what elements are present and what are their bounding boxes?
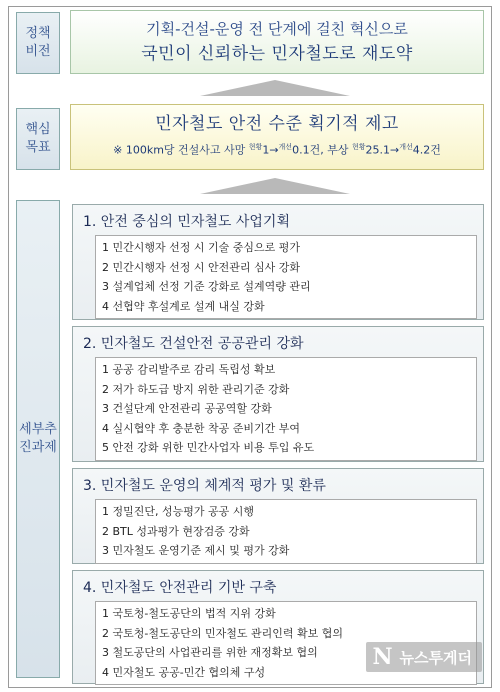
task-group-1 [72,204,484,320]
goal-box [70,104,484,170]
task-title: 4. 민자철도 안전관리 기반 구축 [83,580,277,596]
watermark [366,642,482,672]
task-item: 3 철도공단의 사업관리를 위한 재정확보 협의 [102,646,318,659]
goal-label [16,108,60,170]
goal-sub-text: 0.1건, 부상 [292,143,352,157]
goal-sup: 개선 [278,143,293,151]
goal-sup: 현황 [248,143,263,151]
task-item: 2 저가 하도급 방지 위한 관리기준 강화 [102,382,290,396]
vision-label-line: 정책 [25,26,51,41]
vision-line-2: 국민이 신뢰하는 민자철도로 재도약 [141,44,413,64]
task-item: 3 건설단계 안전관리 공공역할 강화 [102,402,272,415]
task-item: 3 민자철도 운영기준 제시 및 평가 강화 [102,544,290,557]
task-item: 4 선협약 후설계로 설계 내실 강화 [102,299,265,313]
task-item: 1 정밀진단, 성능평가 공공 시행 [102,505,254,518]
task-item: 4 민자철도 공공-민간 협의체 구성 [102,665,266,679]
task-item: 2 국토청-철도공단의 민자철도 관리인력 확보 협의 [102,626,343,640]
task-list [95,235,477,319]
goal-sub-text: 1→ [262,143,279,157]
task-item: 5 안전 강화 위한 민간사업자 비용 투입 유도 [102,441,315,454]
vision-highlight: 기획-건설-운영 전 단계 [146,20,297,38]
vision-line-1 [71,17,483,41]
task-item: 1 민간시행자 선정 시 기술 중심으로 평가 [102,241,300,254]
task-title: 3. 민자철도 운영의 체계적 평가 및 환류 [83,478,326,494]
task-item: 1 국토청-철도공단의 법적 지위 강화 [102,607,276,620]
task-item: 3 설계업체 선정 기준 강화로 설계역량 관리 [102,280,311,293]
task-group-2 [72,326,484,462]
task-item: 2 민간시행자 선정 시 안전관리 심사 강화 [102,260,300,274]
vision-label [16,12,60,74]
task-item: 1 공공 감리발주로 감리 독립성 확보 [102,363,276,376]
goal-label-line: 핵심 [25,122,51,137]
watermark-text: 뉴스투게더 [399,648,472,667]
goal-sub-text: 25.1→ [365,143,400,157]
n-logo-icon: N [372,644,393,670]
task-group-3 [72,468,484,564]
tasks-label-line: 세부추 [19,422,57,437]
down-arrow-icon [200,178,350,194]
task-title: 1. 안전 중심의 민자철도 사업기획 [83,214,290,230]
goal-label-line: 목표 [25,140,51,155]
goal-sub-text: 4.2건 [412,143,441,157]
tasks-label-line: 진과제 [19,440,57,455]
goal-subtitle [71,137,483,161]
vision-rest: 에 걸친 혁신으로 [296,20,408,38]
goal-title: 민자철도 안전 수준 획기적 제고 [155,114,399,134]
goal-sup: 현황 [351,143,366,151]
vision-box [70,10,484,74]
task-item: 4 실시협약 후 충분한 착공 준비기간 부여 [102,421,300,435]
task-list [95,499,477,564]
task-title: 2. 민자철도 건설안전 공공관리 강화 [83,336,304,352]
task-list [95,357,477,461]
down-arrow-icon [200,80,350,96]
tasks-label [16,200,60,678]
goal-sub-text: ※ 100km당 건설사고 사망 [113,143,249,157]
goal-sup: 개선 [399,143,413,151]
vision-label-line: 비전 [25,44,51,59]
task-item: 2 BTL 성과평가 현장검증 강화 [102,524,250,538]
